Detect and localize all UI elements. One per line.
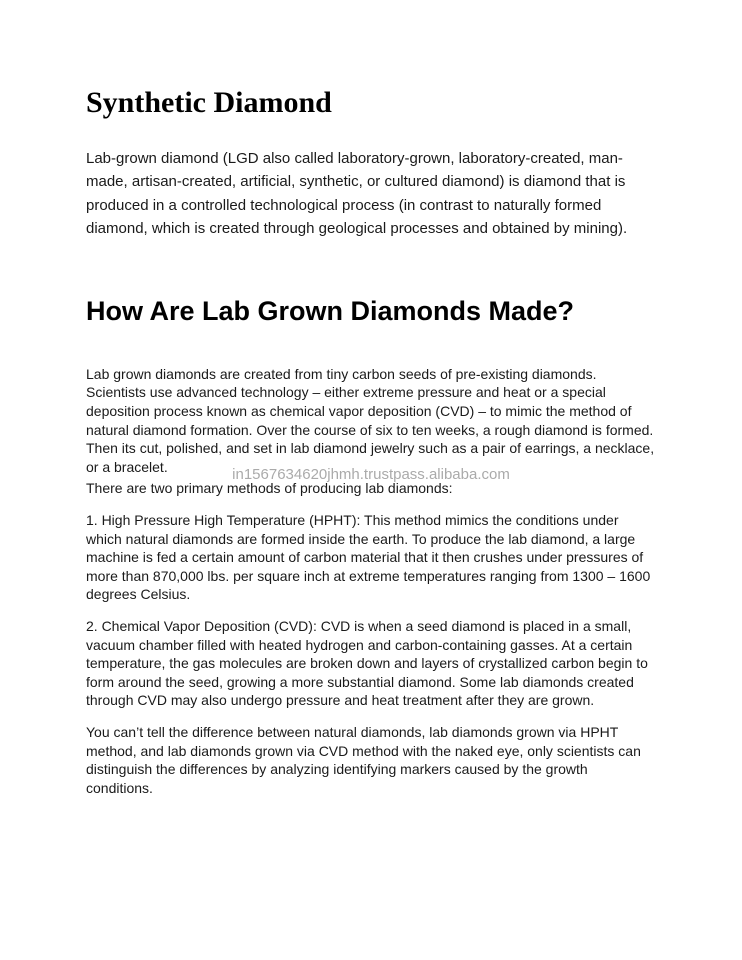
section-heading: How Are Lab Grown Diamonds Made? xyxy=(86,295,575,326)
paragraph-cvd-method: 2. Chemical Vapor Deposition (CVD): CVD is when a seed diamond is placed in a small, vacuum chamber filled with heated hydrogen and carbon-containing gasses. At a certain temperature, the gas molecules are broken down and layers of crystallized carbon begin to form around the seed, growing a more substantial diamond. Some lab diamonds created through CVD may also undergo pressure and heat treatment after they are grown. xyxy=(86,618,648,709)
paragraph-hpht-method: 1. High Pressure High Temperature (HPHT): This method mimics the conditions under which natural diamonds are formed inside the earth. To produce the lab diamond, a large machine is fed a certain amount of carbon material that it then crushes under pressures of more than 870,000 lbs. per square inch at extreme temperatures ranging from 1300 – 1600 degrees Celsius. xyxy=(86,512,651,603)
paragraph-methods-intro: There are two primary methods of producing lab diamonds: xyxy=(86,480,453,497)
page-title: Synthetic Diamond xyxy=(86,86,332,119)
paragraph-comparison: You can’t tell the difference between natural diamonds, lab diamonds grown via HPHT method, and lab diamonds grown via CVD method with the naked eye, only scientists can distinguish the differences by analyzing identifying markers caused by the growth conditions. xyxy=(86,723,641,796)
paragraph-overview: Lab grown diamonds are created from tiny carbon seeds of pre-existing diamonds. Scientists use advanced technology – either extreme pressure and heat or a special deposition process known as chemical vapor deposition (CVD) – to mimic the method of natural diamond formation. Over the course of six to ten weeks, a rough diamond is formed. Then its cut, polished, and set in lab diamond jewelry such as a pair of earrings, a necklace, or a bracelet. xyxy=(86,365,655,475)
intro-paragraph: Lab-grown diamond (LGD also called laboratory-grown, laboratory-created, man-made, artisan-created, artificial, synthetic, or cultured diamond) is diamond that is produced in a controlled technological process (in contrast to naturally formed diamond, which is created through geological processes and obtained by mining). xyxy=(86,149,628,237)
watermark-text: in1567634620jhmh.trustpass.alibaba.com xyxy=(232,466,510,483)
